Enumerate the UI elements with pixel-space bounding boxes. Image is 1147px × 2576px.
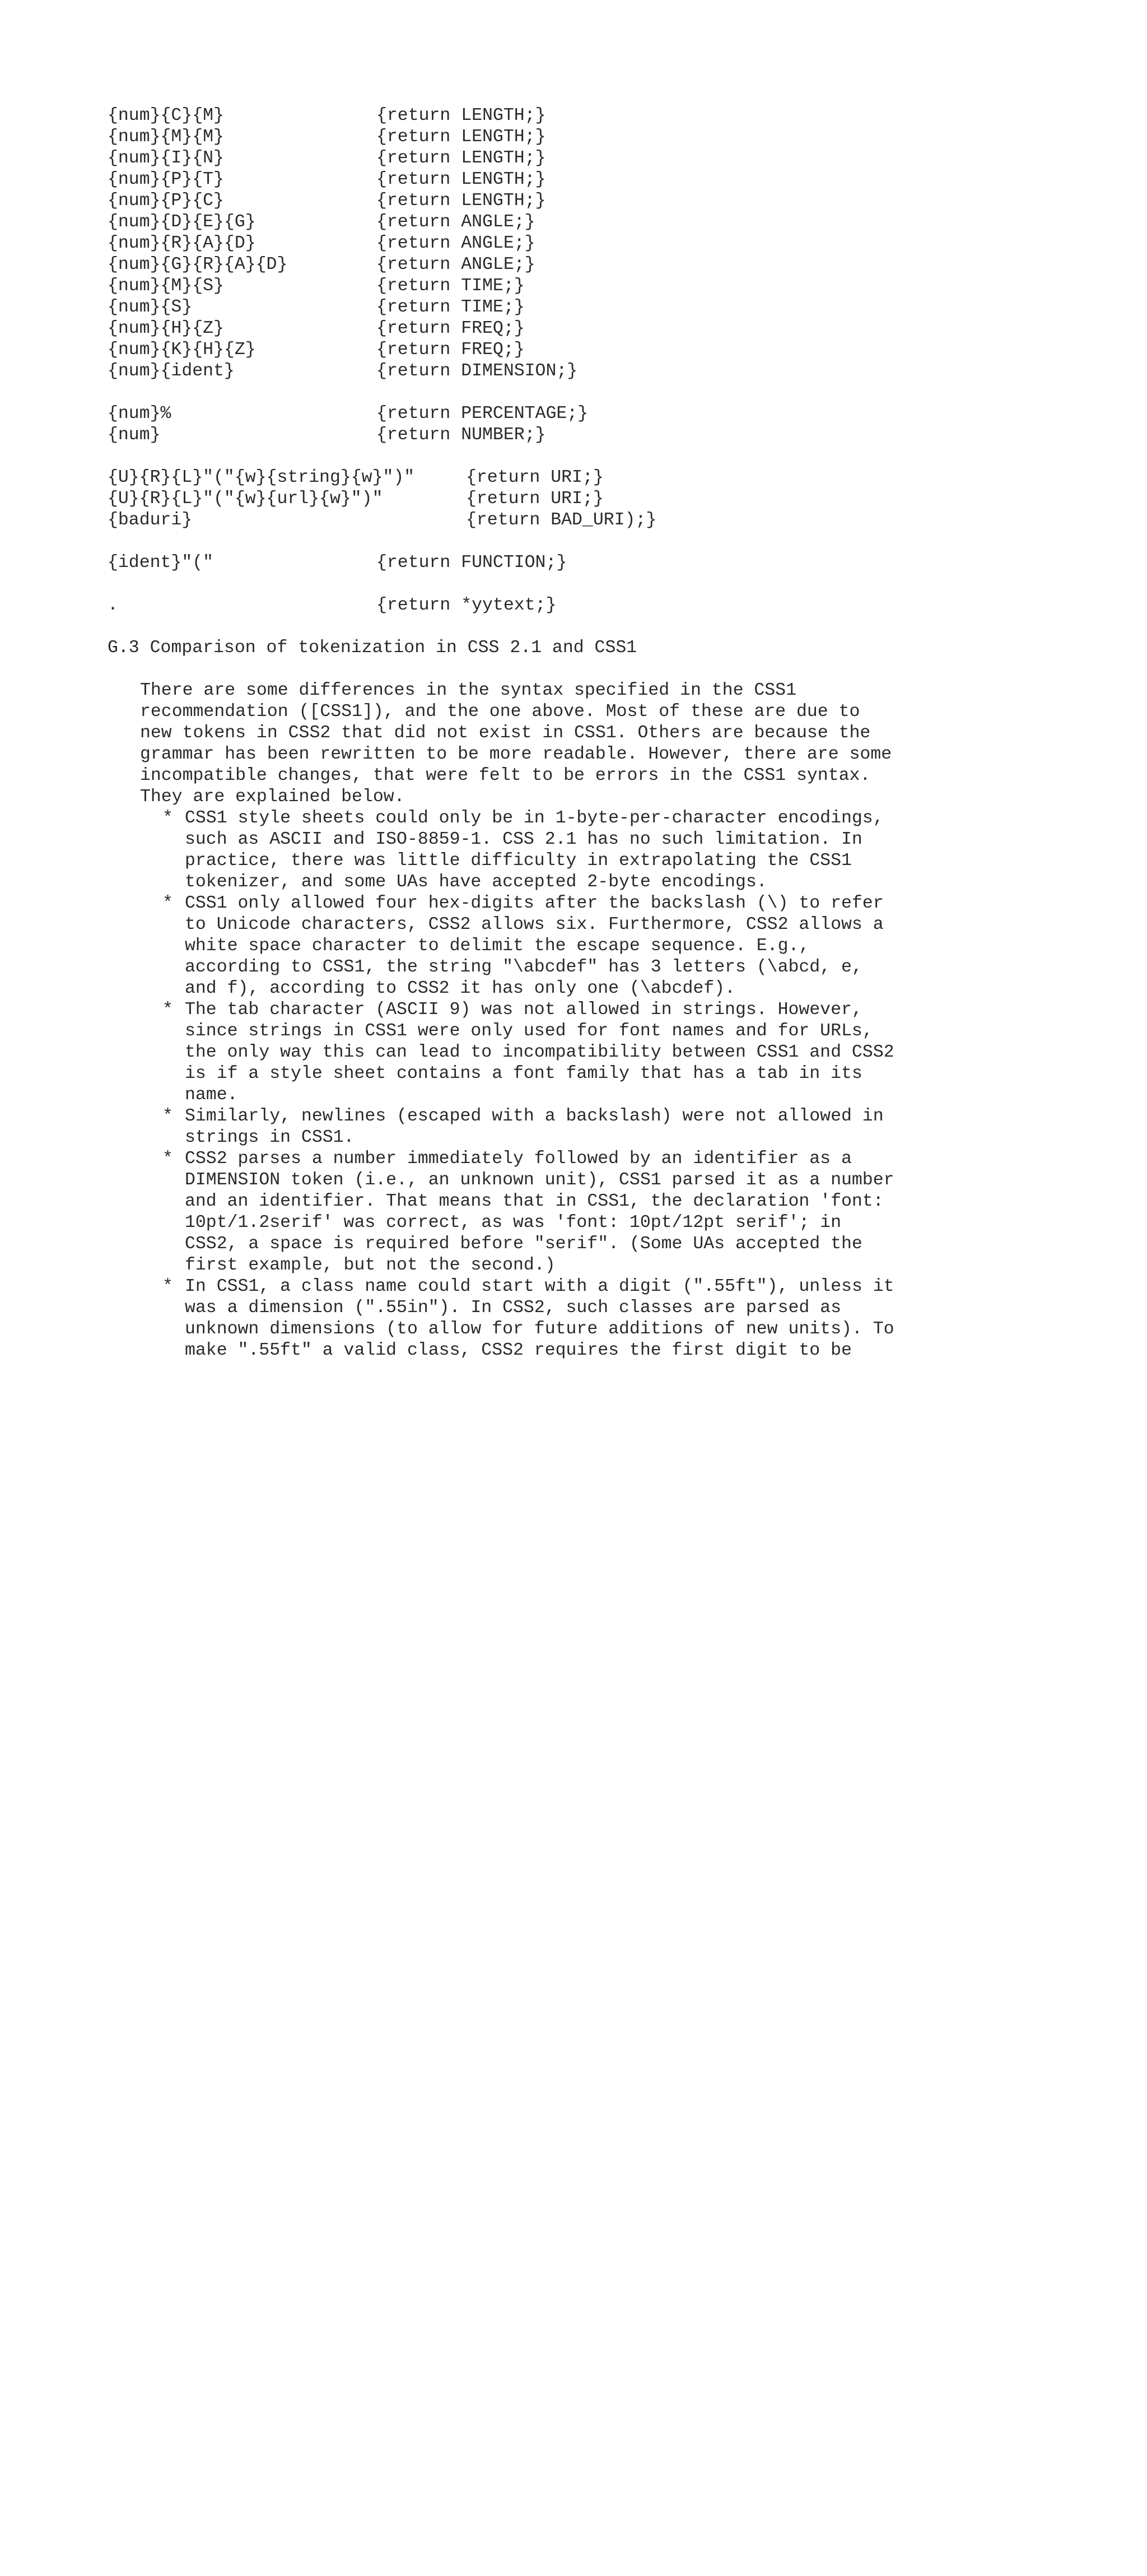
rule-action: {return ANGLE;} [376,234,535,253]
rule-action: {return LENGTH;} [376,127,546,147]
bullet-line: CSS1 only allowed four hex-digits after the backslash (\) to refer [185,894,884,913]
rule-pattern: {num}{M}{M} [108,127,224,147]
bullet-line: DIMENSION token (i.e., an unknown unit), CSS1 parsed it as a number [185,1170,894,1190]
rule-action: {return TIME;} [376,297,525,317]
rule-action: {return LENGTH;} [376,170,546,189]
rule-pattern: {baduri} [108,510,193,530]
rule-pattern: {num}{G}{R}{A}{D} [108,255,288,275]
rule-pattern: {num}{I}{N} [108,148,224,168]
paragraph-line: grammar has been rewritten to be more readable. However, there are some [140,745,892,764]
rule-pattern: {U}{R}{L}"("{w}{string}{w}")" [108,468,415,487]
rule-action: {return FUNCTION;} [376,553,567,573]
rule-action: {return PERCENTAGE;} [376,404,589,424]
rule-action: {return URI;} [466,468,604,487]
rule-action: {return TIME;} [376,276,525,296]
bullet-marker: * [162,1277,173,1296]
bullet-line: CSS2 parses a number immediately followed by an identifier as a [185,1149,852,1169]
rule-pattern: {num}{C}{M} [108,106,224,125]
rule-action: {return FREQ;} [376,340,525,360]
rule-action: {return BAD_URI);} [466,510,657,530]
bullet-line: to Unicode characters, CSS2 allows six. Furthermore, CSS2 allows a [185,915,884,934]
rule-pattern: {num}{H}{Z} [108,319,224,338]
rule-pattern: . [108,596,118,615]
bullet-line: was a dimension (".55in"). In CSS2, such classes are parsed as [185,1298,841,1318]
bullet-line: strings in CSS1. [185,1128,355,1147]
rule-pattern: {num}{R}{A}{D} [108,234,256,253]
bullet-line: according to CSS1, the string "\abcdef" has 3 letters (\abcd, e, [185,957,862,977]
rule-action: {return FREQ;} [376,319,525,338]
paragraph-line: There are some differences in the syntax specified in the CSS1 [140,681,796,700]
bullet-line: the only way this can lead to incompatibility between CSS1 and CSS2 [185,1043,894,1062]
rule-pattern: {num}{S} [108,297,193,317]
rule-pattern: {num}% [108,404,171,424]
rule-action: {return ANGLE;} [376,212,535,232]
rule-action: {return URI;} [466,489,604,509]
bullet-marker: * [162,1106,173,1126]
rule-action: {return *yytext;} [376,596,557,615]
bullet-line: unknown dimensions (to allow for future additions of new units). To [185,1319,894,1339]
bullet-line: tokenizer, and some UAs have accepted 2-byte encodings. [185,872,767,892]
bullet-line: CSS1 style sheets could only be in 1-byte-per-character encodings, [185,808,884,828]
rule-pattern: {num}{P}{C} [108,191,224,211]
rule-action: {return LENGTH;} [376,106,546,125]
bullet-line: Similarly, newlines (escaped with a backslash) were not allowed in [185,1106,884,1126]
rule-pattern: {num} [108,425,161,445]
bullet-marker: * [162,894,173,913]
bullet-marker: * [162,808,173,828]
paragraph-line: They are explained below. [140,787,405,807]
rule-pattern: {ident}"(" [108,553,214,573]
rule-pattern: {num}{K}{H}{Z} [108,340,256,360]
bullet-line: such as ASCII and ISO-8859-1. CSS 2.1 has no such limitation. In [185,830,862,849]
rule-pattern: {U}{R}{L}"("{w}{url}{w}")" [108,489,383,509]
rule-pattern: {num}{P}{T} [108,170,224,189]
bullet-line: first example, but not the second.) [185,1256,556,1275]
section-heading: G.3 Comparison of tokenization in CSS 2.1 and CSS1 [108,638,637,658]
bullet-line: practice, there was little difficulty in extrapolating the CSS1 [185,851,852,871]
bullet-line: CSS2, a space is required before "serif". (Some UAs accepted the [185,1234,862,1254]
bullet-line: make ".55ft" a valid class, CSS2 requires the first digit to be [185,1341,852,1360]
bullet-line: 10pt/1.2serif' was correct, as was 'font: 10pt/12pt serif'; in [185,1213,841,1233]
rule-pattern: {num}{ident} [108,361,235,381]
rule-action: {return LENGTH;} [376,148,546,168]
rule-action: {return DIMENSION;} [376,361,578,381]
paragraph-line: new tokens in CSS2 that did not exist in CSS1. Others are because the [140,723,871,743]
bullet-line: name. [185,1085,238,1105]
rule-action: {return LENGTH;} [376,191,546,211]
rule-pattern: {num}{D}{E}{G} [108,212,256,232]
bullet-marker: * [162,1149,173,1169]
bullet-line: since strings in CSS1 were only used for font names and for URLs, [185,1021,873,1041]
bullet-line: In CSS1, a class name could start with a digit (".55ft"), unless it [185,1277,894,1296]
bullet-line: and an identifier. That means that in CSS1, the declaration 'font: [185,1192,884,1211]
paragraph-line: incompatible changes, that were felt to be errors in the CSS1 syntax. [140,766,871,785]
rule-pattern: {num}{M}{S} [108,276,224,296]
paragraph-line: recommendation ([CSS1]), and the one above. Most of these are due to [140,702,860,722]
bullet-line: and f), according to CSS2 it has only one (\abcdef). [185,979,735,998]
bullet-marker: * [162,1000,173,1020]
bullet-line: The tab character (ASCII 9) was not allowed in strings. However, [185,1000,862,1020]
bullet-line: white space character to delimit the escape sequence. E.g., [185,936,810,956]
rule-action: {return ANGLE;} [376,255,535,275]
bullet-line: is if a style sheet contains a font family that has a tab in its [185,1064,862,1084]
rule-action: {return NUMBER;} [376,425,546,445]
